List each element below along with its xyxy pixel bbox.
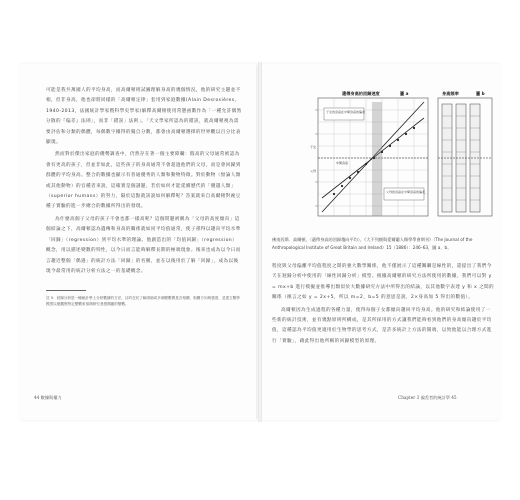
annotation: 中間身高 xyxy=(336,161,349,165)
paragraph: 為什麼高個子父母的孩子不會也都一樣高呢？這個問題被稱為「父母的高度傾向」這個結論之下，高爾頓認為遺傳和身高的關係就如同平均值通常，使子孫得以趨向平均水準「回歸」（regression）到平均水準的理論。他創造出的「均值回歸」（regression）概念，用以描述變數的特性，以今日而言能夠解釋長期的極端現象。後來也成為以今日而言趨近整個「偶遇」的統計方法「回歸」的名稱，並在以後用於了解「回歸」，成為以後現今最常用的統計分析方法之一的基礎概念。 xyxy=(46,216,241,274)
paragraph: 程度與父母偏離平均值程度之間的強大數學關係，他不僅展示了這種關聯是線性的，還提出了我們今天在迴歸分析中使用的「線性回歸分析」模型。根據高爾頓的研究方法所使用的數據，我們可以對 y = mx+b 進行模擬並推導出類似於大數據研究方法中所得出的結論，以其他數字表達 y 和 x 之間的關係（換言之如 y = 2x+5，所以 m=2，b=5 的意思是說，2×身高加 5 得出的數值）。 xyxy=(272,264,494,301)
left-chart-title: 遺傳身高的回歸速度 xyxy=(342,91,380,96)
left-body-text xyxy=(46,86,242,277)
left-chart-sub: 圖 a xyxy=(400,91,409,96)
footnote-rule xyxy=(46,290,86,291)
right-folio: Chapter 3 偏差者的統計學 45 xyxy=(398,395,457,400)
right-chart-title: 身高頻率 xyxy=(442,91,459,96)
annotation: 父母 xyxy=(310,169,317,173)
annotation: 子女 xyxy=(310,145,317,149)
annotation: 子女的身高在中間身高的偏差 xyxy=(326,110,366,114)
paragraph: 然而對於傑出家庭的優勢調查中，仍然存在著一個主要障礙：假高的父母通常被認為會有更高的孩子，但並非如此，這些孩子的身高通常不會超過他們的父母，而是會回歸到群體的平均身高。整合的數據也顯示有普通優秀的人類和動物特徵。對於動物（無論人類或其他動物）的官種者來說，這確實是個謎題，若於如何才能延續歷代的「優越人類」（superior humans）的努力，隔於這點就該說如何解釋呢？答案就來自高爾頓對豌豆種子實驗的進一步總合的數據所得出的發現。 xyxy=(46,152,241,210)
left-folio: 44 數據與權力 xyxy=(34,395,62,400)
regression-chart xyxy=(310,90,428,216)
shaded-column xyxy=(372,102,382,216)
height-column-chart xyxy=(438,90,492,216)
book-spine xyxy=(258,62,262,422)
right-chart-sub: 圖 b xyxy=(476,91,485,96)
annotation: 父母的身高在中間身高的偏差 xyxy=(386,190,426,194)
figure-caption: 佛南西斯．高爾頓，〈遺傳身高的回歸趨向平均〉，《大不列顛與愛爾蘭人類學學會期刊》（The Journal of the Anthropological Institute of Great Britain and Ireland）15（1886）：246–63，圖 a、b。 xyxy=(272,237,473,250)
right-body-text xyxy=(272,262,494,347)
paragraph: 高爾頓因為生成過程的各種力量，使得每個子女都傾向趨回平均身高。他的研究和結論使用了一些新的統計技術，並有幾點原則所構成，是其所採用的方式讓我們能夠看到他們的身高傾向趨於平均值，這種認為平均值更適用於生物學的思考方式，是許多統計上方法的開端，以致他能以合理方式進行「實驗」，藉此得出他所稱的回歸模型的原理。 xyxy=(272,307,492,344)
paragraph: 可能是我共萬國人的平均身高，而高爾頓則試圖理解身高的幾個情況，他的研究主題並不相，但非身高，他也卻將同樣的「高爾頓定律」套用到家庭數據(Alain Desrosières，1940-2013，法國統計學家暨科學史學家)解釋高爾頓使用常態函數作為「一種允許偶然分散的『偏差』法則」，而非「錯誤」法則」。「天文學家所認為的錯誤，就高爾頓視為需要評估和分類的偶體，每偶數字據得的獨自分數，都會由高爾頓選擇的世界觀以百分比表顯現。 xyxy=(46,88,242,146)
footnote: 註 5：回歸分析是一種統計學上分析數據的方法，目的在於了解兩個或多個變數間是否相關、相關方向與強度，並建立數學模型以便觀察特定變數來預測研究者感興趣的變數。 xyxy=(46,296,240,307)
galton-figure xyxy=(272,88,496,234)
